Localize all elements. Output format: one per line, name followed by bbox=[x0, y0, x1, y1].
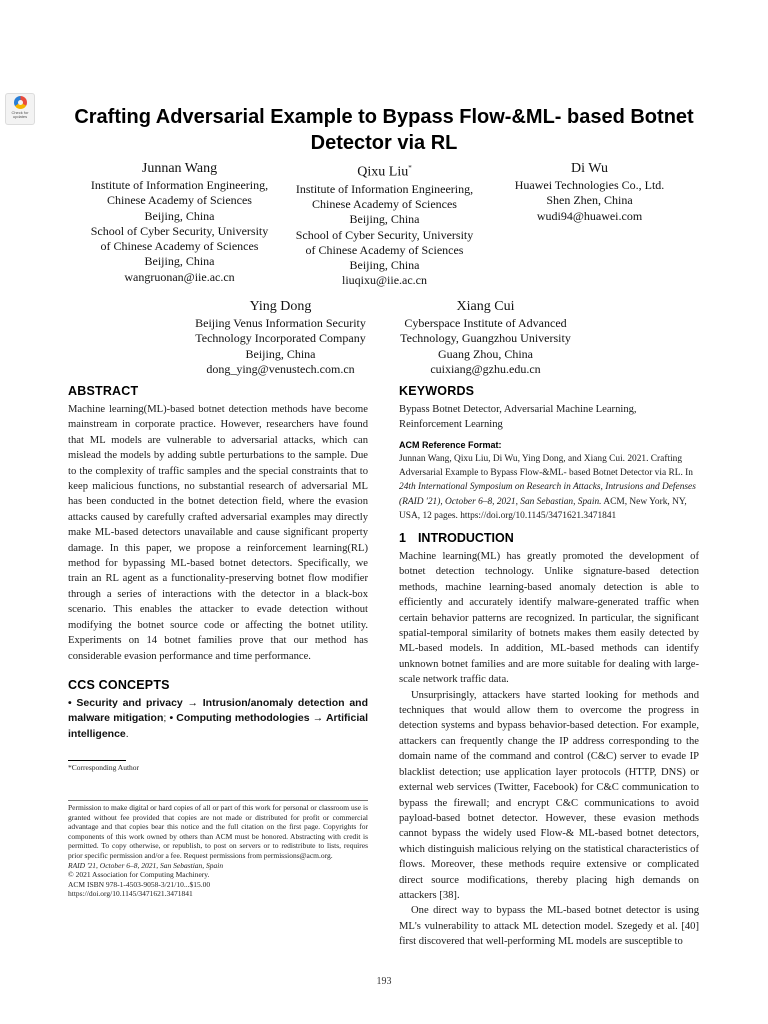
check-for-updates-badge[interactable] bbox=[5, 93, 35, 125]
copyright-block bbox=[68, 800, 368, 899]
author-name: Di Wu bbox=[571, 161, 608, 176]
author-block-1 bbox=[82, 160, 277, 285]
isbn-line: ACM ISBN 978-1-4503-9058-3/21/10...$15.00 bbox=[68, 879, 211, 889]
acm-ref-venue: 24th International Symposium on Research in Attacks, Intrusions and Defenses (RAID '21), October 6–8, 2021, San Sebastian, Spain. bbox=[399, 482, 696, 507]
author-affiliation: Cyberspace Institute of Advanced Technology, Guangzhou University Guang Zhou, China bbox=[400, 316, 571, 361]
page-number: 193 bbox=[376, 976, 392, 987]
author-email[interactable]: wudi94@huawei.com bbox=[536, 208, 643, 223]
acm-reference-label: ACM Reference Format: bbox=[399, 440, 502, 450]
corresponding-mark: * bbox=[408, 164, 412, 172]
intro-paragraph-1: Machine learning(ML) has greatly promoted the development of botnet detection technology. Unlike signature-based detection methods, machine learning-based anomaly detection is able to efficiently and accurately identify malware-generated traffic when certain behavior patterns are recognized. In particular, the significant spatial-temporal similarity of botnets makes them easily detected by ML-based models. In addition, ML-based methods can identify unknown botnet families and are more suitable for dealing with large-scale network traffic data. bbox=[399, 551, 699, 686]
ccs-concepts bbox=[68, 696, 368, 743]
ccs-concept-1: • Security and privacy → Intrusion/anomaly detection and malware mitigation bbox=[68, 696, 368, 725]
author-affiliation: Huawei Technologies Co., Ltd. Shen Zhen, China bbox=[514, 178, 665, 208]
crossmark-icon bbox=[14, 96, 27, 109]
author-name: Junnan Wang bbox=[141, 161, 218, 176]
copyright-line: © 2021 Association for Computing Machinery. bbox=[68, 870, 210, 880]
abstract-heading: ABSTRACT bbox=[68, 384, 139, 398]
keywords-heading: KEYWORDS bbox=[399, 384, 475, 398]
author-affiliation: Beijing Venus Information Security Technology Incorporated Company Beijing, China bbox=[195, 316, 366, 361]
ccs-end: . bbox=[125, 727, 129, 740]
ccs-heading: CCS CONCEPTS bbox=[68, 677, 170, 692]
corresponding-author-footnote: *Corresponding Author bbox=[68, 763, 140, 773]
author-email[interactable]: liuqixu@iie.ac.cn bbox=[341, 273, 428, 288]
ccs-concept-2: • Computing methodologies → Artificial intelligence bbox=[68, 712, 368, 740]
author-block-3 bbox=[492, 160, 687, 224]
author-name: Xiang Cui bbox=[456, 299, 515, 314]
introduction-heading bbox=[399, 531, 699, 545]
author-email[interactable]: dong_ying@venustech.com.cn bbox=[206, 361, 355, 376]
author-email[interactable]: wangruonan@iie.ac.cn bbox=[124, 269, 235, 284]
badge-label: Check for updates bbox=[11, 110, 29, 119]
section-title: INTRODUCTION bbox=[417, 531, 514, 546]
author-name: Qixu Liu* bbox=[357, 164, 412, 180]
author-block-5 bbox=[388, 298, 583, 377]
abstract-text: Machine learning(ML)-based botnet detection methods have become mainstream in corporate practice. However, researchers have found that ML models are vulnerable to adversarial attacks, which can mislead the models by adding subtle perturbations to the sample. Due to the complexity of traffic samples and the special constraints that to keep malicious functions, no substantial research of adversarial ML has been conducted in the botnet detection field, where the evasion attacks caused by carefully crafted adversarial examples may directly make ML-based detectors unavailable and cause significant property damage. In this paper, we propose a reinforcement learning(RL) method for bypassing ML-based botnet detectors. Specifically, we train an RL agent as a functionality-preserving botnet flow modifier through a series of interactions with the detector in a black-box scenario. This enables the attacker to evade detection without modifying the botnet source code or affecting the botnet utility. Experiments on 14 botnet families prove that our method has considerable evasion performance and time performance. bbox=[68, 404, 368, 662]
footnote-rule bbox=[68, 760, 126, 761]
author-name: Ying Dong bbox=[249, 299, 312, 314]
acm-ref-authors: Junnan Wang, Qixu Liu, Di Wu, Ying Dong, and Xiang Cui. 2021. Crafting Adversarial Example to Bypass Flow-&ML- based Botnet Detector via RL. In bbox=[399, 454, 693, 479]
doi-link[interactable]: https://doi.org/10.1145/3471621.3471841 bbox=[68, 889, 193, 899]
permission-text: Permission to make digital or hard copies of all or part of this work for personal or classroom use is granted without fee provided that copies are not made or distributed for profit or commercial advantage and that copies bear this notice and the full citation on the first page. Copyrights for components of this work owned by others than ACM must be honored. Abstracting with credit is permitted. To copy otherwise, or republish, to post on servers or to redistribute to lists, requires prior specific permission and/or a fee. Request permissions from permissions@acm.org. bbox=[68, 803, 368, 860]
author-affiliation: Institute of Information Engineering, Chinese Academy of Sciences Beijing, China School of Cyber Security, University of Chinese Academy of Sciences Beijing, China bbox=[295, 181, 474, 273]
author-email[interactable]: cuixiang@gzhu.edu.cn bbox=[430, 361, 541, 376]
right-column bbox=[399, 384, 699, 950]
author-block-2 bbox=[287, 160, 482, 289]
venue-line: RAID '21, October 6–8, 2021, San Sebastian, Spain bbox=[68, 860, 224, 870]
intro-paragraph-3: One direct way to bypass the ML-based botnet detector is using ML's vulnerability to attack ML detection model. Szegedy et al. [40] first discovered that well-performing ML models are susceptible to bbox=[399, 905, 699, 948]
section-number: 1 bbox=[399, 531, 406, 546]
ccs-separator: ; bbox=[163, 712, 170, 725]
acm-ref-rest: ACM, New York, NY, USA, 12 pages. https://doi.org/10.1145/3471621.3471841 bbox=[399, 496, 687, 521]
keywords-text: Bypass Botnet Detector, Adversarial Machine Learning, Reinforcement Learning bbox=[399, 404, 637, 430]
author-block-4 bbox=[183, 298, 378, 377]
author-affiliation: Institute of Information Engineering, Chinese Academy of Sciences Beijing, China School of Cyber Security, University of Chinese Academy of Sciences Beijing, China bbox=[90, 178, 269, 269]
intro-paragraph-2: Unsurprisingly, attackers have started looking for methods and techniques that would allow them to overcome the progress in detection systems and bypass behavior-based detection. For example, attackers can frequently change the IP address corresponding to the domain name of the command and control (C&C) server to evade IP blacklist detection; use application layer protocols (HTTP, DNS) or external web services (Twitter, Facebook) for C&C communication to bypass the firewall; and encrypt C&C communications to avoid payload-based botnet detector. However, these evasion methods cannot bypass the widely used Flow-& ML-based botnet detectors, which distinguish malicious relying on the statistical characteristics of flows. Moreover, these methods require extensive or complicated direct source modifications, thereby placing high demands on attackers [38]. bbox=[399, 689, 699, 901]
paper-title: Crafting Adversarial Example to Bypass Flow-&ML- based Botnet Detector via RL bbox=[74, 106, 694, 154]
acm-reference-text bbox=[399, 452, 699, 523]
left-column bbox=[68, 384, 368, 773]
